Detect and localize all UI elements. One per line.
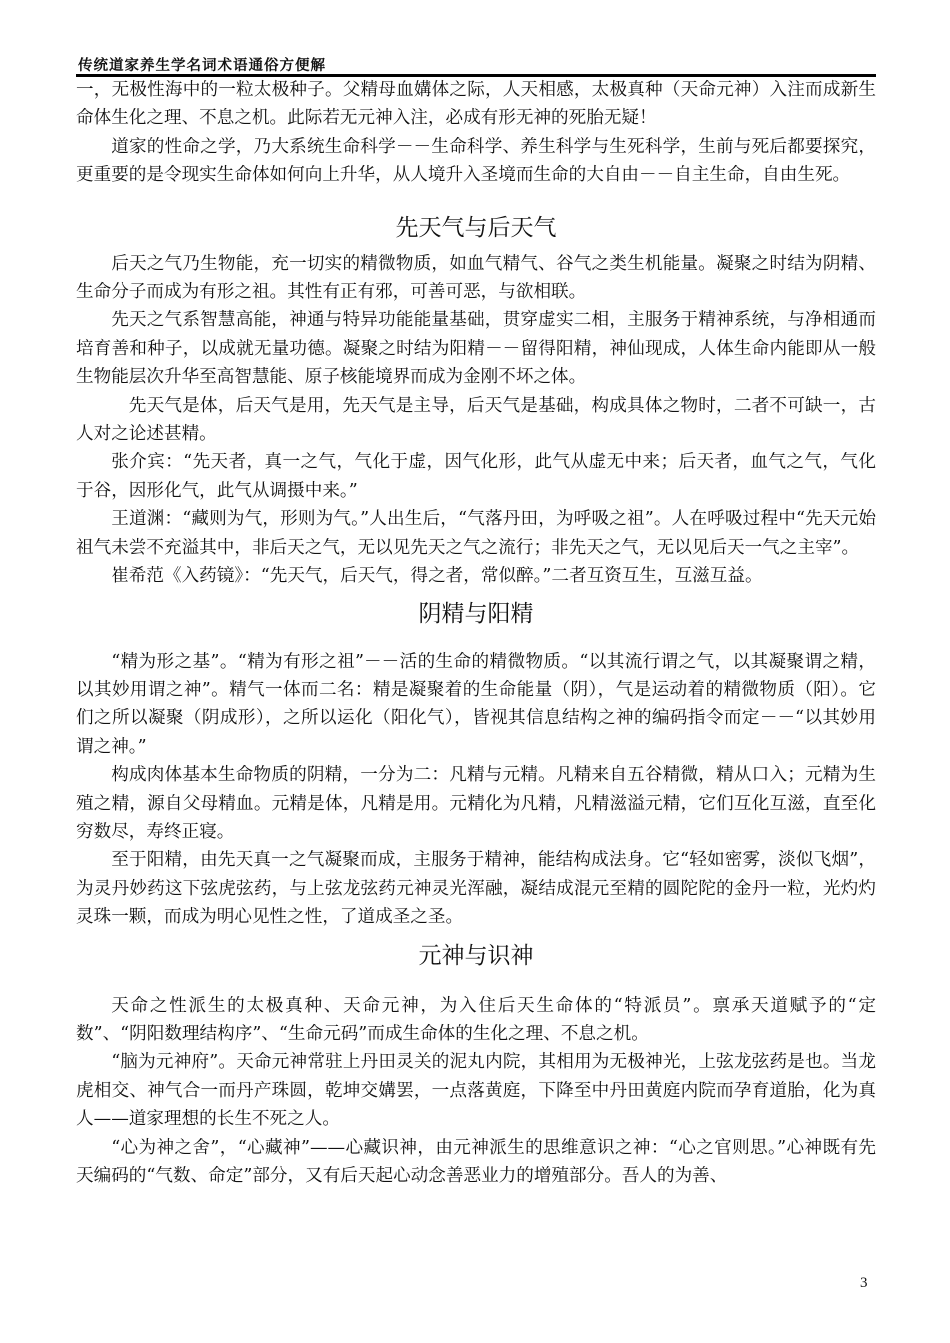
page-number: 3 bbox=[860, 1275, 868, 1291]
running-header: 传统道家养生学名词术语通俗方便解 bbox=[78, 58, 326, 74]
section-heading: 阴精与阳精 bbox=[418, 600, 534, 627]
paragraph: 先天气是体，后天气是用，先天气是主导，后天气是基础，构成具体之物时，二者不可缺一，古人对之论述甚精。 bbox=[76, 395, 876, 445]
paragraph: 道家的性命之学，乃大系统生命科学－－生命科学、养生科学与生死科学，生前与死后都要探究，更重要的是令现实生命体如何向上升华，从人境升入圣境而生命的大自由－－自主生命，自由生死。 bbox=[76, 136, 876, 186]
section-heading: 先天气与后天气 bbox=[395, 214, 557, 241]
paragraph: 先天之气系智慧高能，神通与特异功能能量基础，贯穿虚实二相，主服务于精神系统，与净相通而培育善和种子，以成就无量功德。凝聚之时结为阳精－－留得阳精，神仙现成，人体生命内能即从一般生物能层次升华至高智慧能、原子核能境界而成为金刚不坏之体。 bbox=[76, 310, 876, 388]
paragraph: 至于阳精，由先天真一之气凝聚而成，主服务于精神，能结构成法身。它“轻如密雾，淡似飞烟”，为灵丹妙药这下弦虎弦药，与上弦龙弦药元神灵光浑融，凝结成混元至精的圆陀陀的金丹一粒，光灼灼灵珠一颗，而成为明心见性之性，了道成圣之圣。 bbox=[76, 850, 876, 928]
section-heading: 元神与识神 bbox=[418, 942, 534, 969]
paragraph: 一，无极性海中的一粒太极种子。父精母血媾体之际，人天相感，太极真种（天命元神）入注而成新生命体生化之理、不息之机。此际若无元神入注，必成有形无神的死胎无疑！ bbox=[76, 80, 876, 129]
paragraph: 后天之气乃生物能，充一切实的精微物质，如血气精气、谷气之类生机能量。凝聚之时结为阴精、生命分子而成为有形之祖。其性有正有邪，可善可恶，与欲相联。 bbox=[76, 253, 876, 303]
page-body bbox=[76, 76, 876, 1190]
paragraph: 崔希范《入药镜》：“先天气，后天气，得之者，常似醉。”二者互资互生，互滋互益。 bbox=[111, 566, 763, 587]
paragraph: “精为形之基”。“精为有形之祖”－－活的生命的精微物质。“以其流行谓之气，以其凝聚谓之精，以其妙用谓之神”。精气一体而二名：精是凝聚着的生命能量（阴），气是运动着的精微物质（阳）。它们之所以凝聚（阴成形），之所以运化（阳化气），皆视其信息结构之神的编码指令而定－－“以其妙用谓之神。” bbox=[76, 651, 876, 757]
paragraph: 天命之性派生的太极真种、天命元神，为入住后天生命体的“特派员”。禀承天道赋予的“定数”、“阴阳数理结构序”、“生命元码”而成生命体的生化之理、不息之机。 bbox=[76, 995, 876, 1044]
paragraph: 构成肉体基本生命物质的阴精，一分为二：凡精与元精。凡精来自五谷精微，精从口入；元精为生殖之精，源自父母精血。元精是体，凡精是用。元精化为凡精，凡精滋溢元精，它们互化互滋，直至化穷数尽，寿终正寝。 bbox=[76, 765, 876, 842]
paragraph: 王道渊：“藏则为气，形则为气。”人出生后，“气落丹田，为呼吸之祖”。人在呼吸过程中“先天元始祖气未尝不充溢其中，非后天之气，无以见先天之气之流行；非先天之气，无以见后天一气之主宰”。 bbox=[76, 509, 876, 558]
paragraph: “心为神之舍”，“心藏神”——心藏识神，由元神派生的思维意识之神：“心之官则思。”心神既有先天编码的“气数、命定”部分，又有后天起心动念善恶业力的增殖部分。吾人的为善、 bbox=[76, 1137, 876, 1186]
paragraph: “脑为元神府”。天命元神常驻上丹田灵关的泥丸内院，其相用为无极神光，上弦龙弦药是也。当龙虎相交、神气合一而丹产珠圆，乾坤交媾罢，一点落黄庭，下降至中丹田黄庭内院而孕育道胎，化为真人——道家理想的长生不死之人。 bbox=[76, 1052, 876, 1130]
paragraph: 张介宾：“先天者，真一之气，气化于虚，因气化形，此气从虚无中来；后天者，血气之气，气化于谷，因形化气，此气从调摄中来。” bbox=[76, 452, 876, 501]
